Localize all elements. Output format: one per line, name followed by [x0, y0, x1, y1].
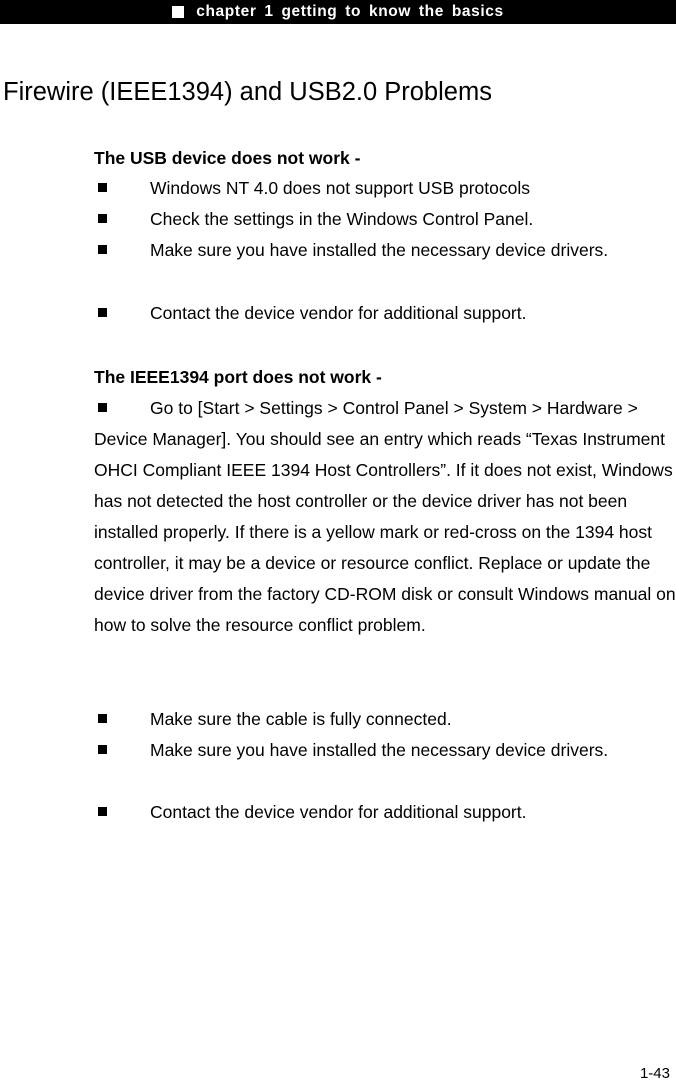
ieee1394-section-heading: The IEEE1394 port does not work -	[94, 367, 382, 387]
usb-section-heading: The USB device does not work -	[94, 148, 361, 168]
square-bullet-icon	[98, 183, 107, 192]
page-title: Firewire (IEEE1394) and USB2.0 Problems	[3, 78, 492, 106]
square-bullet-icon	[98, 245, 107, 254]
square-bullet-icon	[98, 807, 107, 816]
square-bullet-icon	[172, 6, 184, 18]
page-number: 1-43	[639, 1065, 670, 1082]
list-item: Go to [Start > Settings > Control Panel > System > Hardware > Device Manager]. You should see an entry which reads “Texas Instrument OHCI Compliant IEEE 1394 Host Controllers”. If it does not exist, Windows has not detected the host controller or the device driver has not been installed properly. If there is a yellow mark or red-cross on the 1394 host controller, it may be a device or resource conflict. Replace or update the device driver from the factory CD-ROM disk or consult Windows manual on how to solve the resource conflict problem.	[94, 398, 676, 635]
list-item: Make sure you have installed the necessary device drivers.	[94, 235, 634, 266]
list-item: Check the settings in the Windows Control Panel.	[94, 204, 674, 235]
list-item: Make sure the cable is fully connected.	[94, 704, 674, 735]
square-bullet-icon	[98, 714, 107, 723]
list-item: Make sure you have installed the necessary device drivers.	[94, 735, 634, 766]
list-item: Contact the device vendor for additional support.	[94, 298, 674, 329]
square-bullet-icon	[98, 214, 107, 223]
chapter-title: chapter 1 getting to know the basics	[196, 3, 504, 20]
square-bullet-icon	[98, 403, 107, 412]
list-item: Windows NT 4.0 does not support USB protocols	[94, 173, 674, 204]
chapter-header-bar	[0, 0, 676, 24]
square-bullet-icon	[98, 308, 107, 317]
square-bullet-icon	[98, 745, 107, 754]
list-item: Contact the device vendor for additional support.	[94, 797, 674, 828]
